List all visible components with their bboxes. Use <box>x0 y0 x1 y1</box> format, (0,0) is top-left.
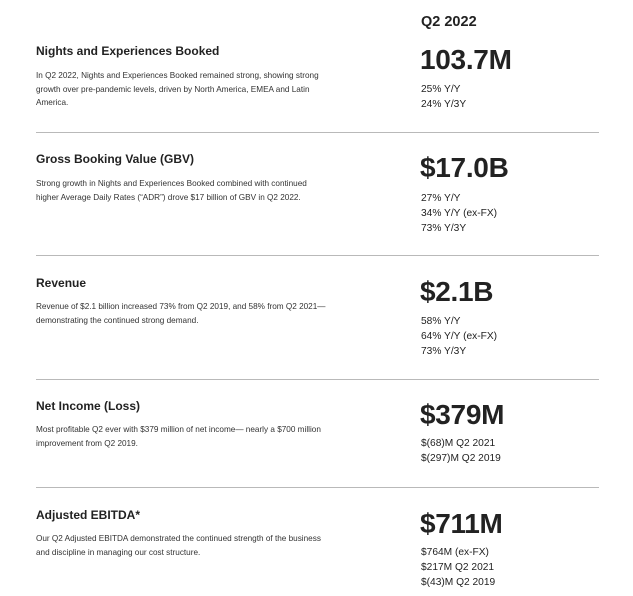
metric-title: Gross Booking Value (GBV) <box>36 152 195 166</box>
period-header: Q2 2022 <box>421 14 477 30</box>
divider <box>36 132 599 133</box>
metric-stats <box>421 191 497 236</box>
stat-line: 73% Y/3Y <box>421 346 467 358</box>
metric-title: Nights and Experiences Booked <box>36 44 220 58</box>
stat-line: 58% Y/Y <box>421 316 461 327</box>
stat-line: $(43)M Q2 2019 <box>421 577 496 589</box>
stat-line: $764M (ex-FX) <box>421 547 489 558</box>
metric-stats <box>421 82 466 112</box>
metric-value: $379M <box>420 399 505 430</box>
metric-description: Revenue of $2.1 billion increased 73% from Q2 2019, and 58% from Q2 2021—demonstrating the continued strong demand. <box>36 302 326 325</box>
stat-line: 24% Y/3Y <box>421 99 467 111</box>
stat-line: $(297)M Q2 2019 <box>421 453 501 465</box>
metric-title: Adjusted EBITDA* <box>36 508 141 522</box>
metric-value: $17.0B <box>420 152 509 183</box>
metric-value: $711M <box>420 508 503 539</box>
stat-line: 34% Y/Y (ex-FX) <box>421 208 498 220</box>
metric-stats <box>421 436 501 466</box>
divider <box>36 255 599 256</box>
metric-description: Most profitable Q2 ever with $379 million of net income— nearly a $700 million improvement from Q2 2019. <box>36 425 321 448</box>
metric-title: Net Income (Loss) <box>36 399 141 413</box>
metric-value: $2.1B <box>420 276 494 307</box>
divider <box>36 379 599 380</box>
metric-value: 103.7M <box>420 44 512 75</box>
divider <box>36 487 599 488</box>
stat-line: 27% Y/Y <box>421 193 461 204</box>
stat-line: $217M Q2 2021 <box>421 562 495 574</box>
stat-line: 73% Y/3Y <box>421 223 467 235</box>
metric-title: Revenue <box>36 276 87 290</box>
stat-line: $(68)M Q2 2021 <box>421 438 496 449</box>
metric-stats <box>421 314 497 359</box>
metric-description: Our Q2 Adjusted EBITDA demonstrated the continued strength of the business and discipline in managing our cost structure. <box>36 534 321 557</box>
metric-description: Strong growth in Nights and Experiences Booked combined with continued higher Average Daily Rates (“ADR”) drove $17 billion of GBV in Q2 2022. <box>36 179 307 202</box>
stat-line: 25% Y/Y <box>421 84 461 95</box>
stat-line: 64% Y/Y (ex-FX) <box>421 331 498 343</box>
metric-description: In Q2 2022, Nights and Experiences Booked remained strong, showing strong growth over pre-pandemic levels, driven by North America, EMEA and Latin America. <box>36 71 319 108</box>
metric-stats <box>421 545 495 590</box>
